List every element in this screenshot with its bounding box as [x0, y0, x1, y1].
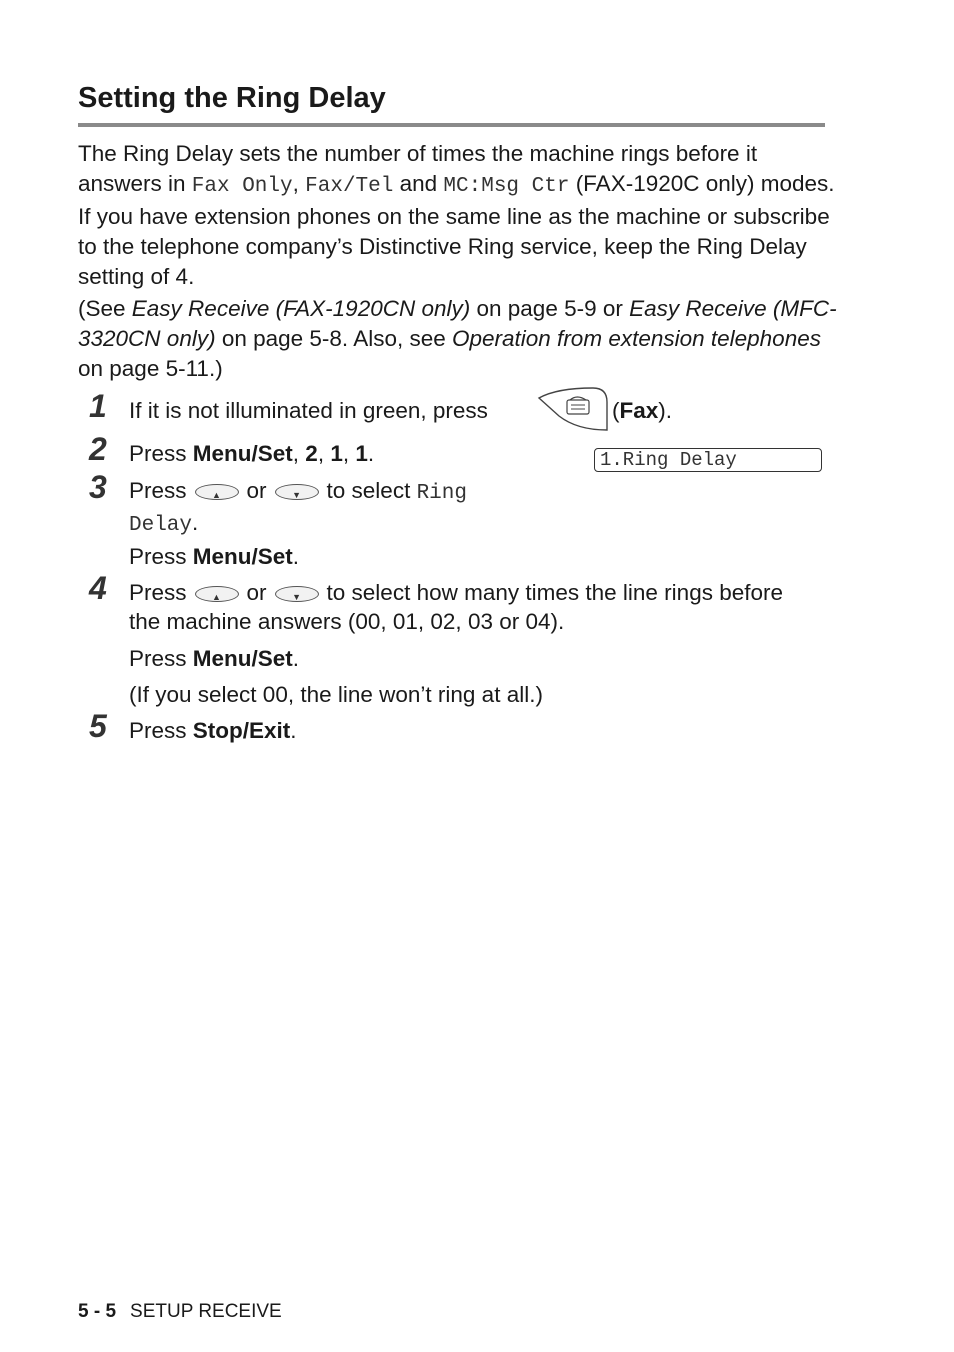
section-name: SETUP RECEIVE — [130, 1301, 282, 1322]
step-2-text: Press Menu/Set, 2, 1, 1. — [129, 441, 375, 466]
ref-extension-operation: Operation from extension telephones — [452, 326, 821, 351]
down-arrow-key-icon: ▼ — [275, 484, 319, 500]
down-arrow-key-icon: ▼ — [275, 586, 319, 602]
step-number-2: 2 — [89, 431, 107, 467]
mode-msg-ctr: MC:Msg Ctr — [443, 175, 570, 198]
page-title: Setting the Ring Delay — [78, 82, 386, 114]
step-5-text: Press Stop/Exit. — [129, 718, 297, 743]
up-arrow-key-icon: ▲ — [195, 484, 239, 500]
page-footer — [78, 1301, 282, 1323]
lcd-display: 1.Ring Delay — [594, 448, 822, 472]
title-rule — [78, 123, 825, 127]
step-number-4: 4 — [89, 570, 107, 606]
step-number-3: 3 — [89, 469, 107, 505]
see-also-paragraph: (See Easy Receive (FAX-1920CN only) on page 5-9 or Easy Receive (MFC-3320CN only) on page 5-8. Also, see Operation from extension telephones on page 5-11.) — [78, 296, 837, 381]
fax-key-icon — [537, 386, 609, 432]
intro-paragraph: The Ring Delay sets the number of times the machine rings before it answers in Fax Only, Fax/Tel and MC:Msg Ctr (FAX-1920C only) modes. If you have extension phones on the same line as the machine or subscribe to the telephone company’s Distinctive Ring service, keep the Ring Delay setting of 4. — [78, 141, 835, 289]
ref-easy-receive-mfc: Easy Receive (MFC-3320CN only) — [78, 296, 837, 351]
step-1-text: If it is not illuminated in green, press — [129, 398, 488, 423]
step-number-5: 5 — [89, 708, 107, 744]
fax-key-label: (Fax). — [612, 398, 673, 423]
page-number: 5 - 5 — [78, 1301, 117, 1322]
step-4-text: Press ▲ or ▼ to select how many times the line rings before the machine answers (00, 01, 02, 03 or 04). — [129, 580, 784, 634]
up-arrow-key-icon: ▲ — [195, 586, 239, 602]
mode-fax-only: Fax Only — [191, 175, 293, 198]
step-number-1: 1 — [89, 388, 107, 424]
mode-fax-tel: Fax/Tel — [305, 175, 394, 198]
step-3-press-menu: Press Menu/Set. — [129, 544, 300, 569]
step-4-press-menu: Press Menu/Set. — [129, 646, 300, 671]
step-3-text: Press ▲ or ▼ to select Ring Delay. — [129, 478, 467, 537]
step-4-note: (If you select 00, the line won’t ring at all.) — [129, 682, 543, 707]
ref-easy-receive-fax: Easy Receive (FAX-1920CN only) — [131, 296, 471, 321]
